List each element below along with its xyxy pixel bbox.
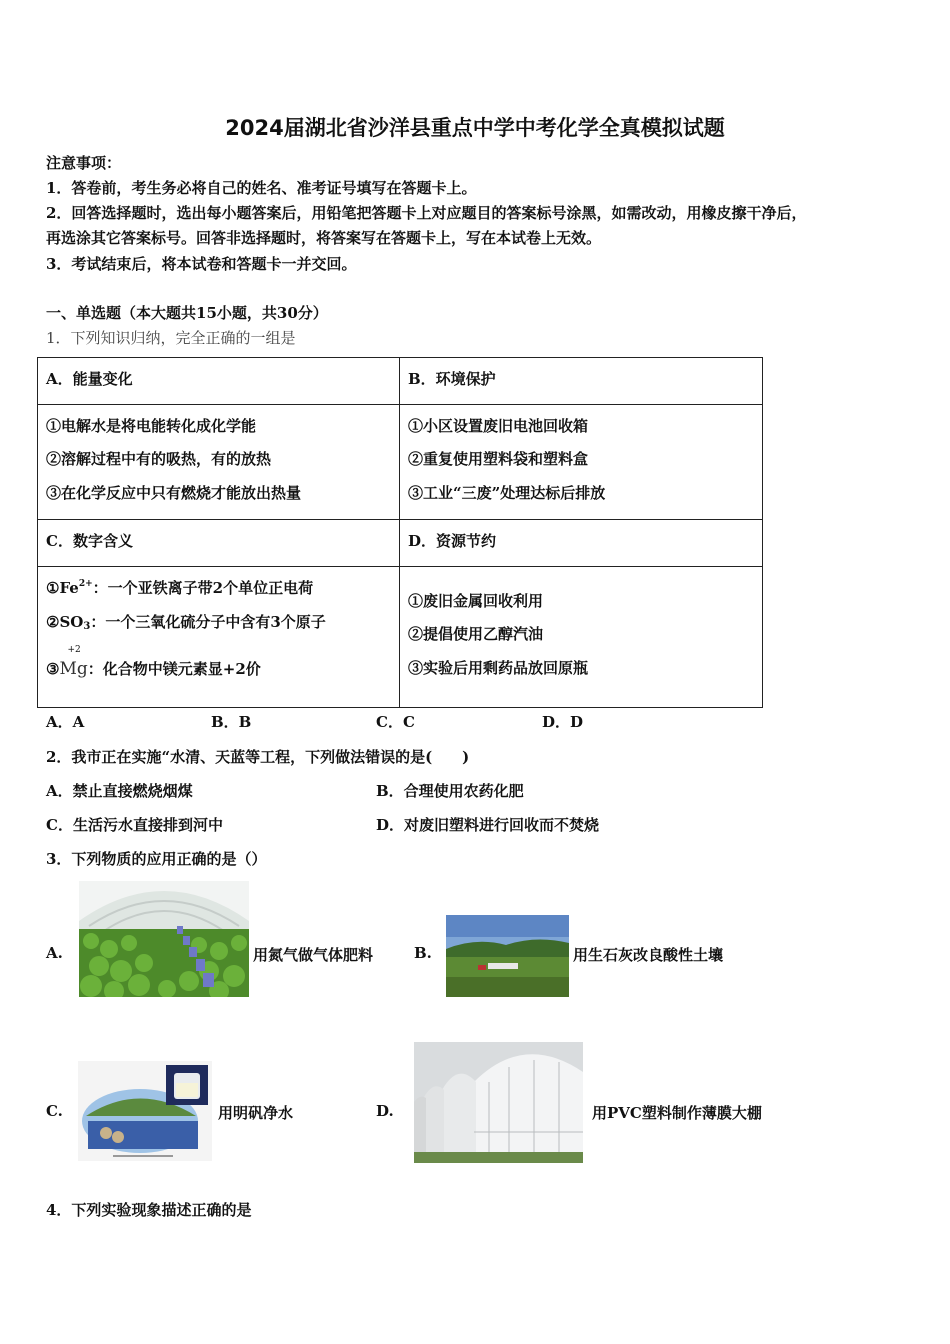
subscript: 3 <box>83 621 91 632</box>
option-b-label: B. <box>414 944 432 962</box>
table-cell-d-item: ②提倡使用乙醇汽油 <box>408 625 544 643</box>
greenhouse-tunnels-image <box>414 1042 583 1163</box>
option-d-label: D. <box>376 1102 394 1120</box>
table-divider <box>37 404 763 405</box>
option-d-text: 用PVC塑料制作薄膜大棚 <box>592 1104 762 1122</box>
question-1-stem: 1．下列知识归纳，完全正确的一组是 <box>46 329 296 347</box>
lake-alum-image <box>78 1061 212 1161</box>
option-b: B．B <box>211 713 252 731</box>
table-cell-d-item: ①废旧金属回收利用 <box>408 592 544 610</box>
table-cell-a-item: ②溶解过程中有的吸热，有的放热 <box>46 450 272 468</box>
valence-label: +2 <box>67 645 81 655</box>
option-c-text: 用明矾净水 <box>218 1104 294 1122</box>
table-cell-a-head: A．能量变化 <box>46 370 133 388</box>
option-a: A．禁止直接燃烧烟煤 <box>46 782 193 800</box>
table-cell-c-item-3 <box>46 645 261 679</box>
table-cell-b-item: ②重复使用塑料袋和塑料盒 <box>408 450 589 468</box>
table-cell-c-text: ：一个亚铁离子带2个单位正电荷 <box>92 579 314 597</box>
table-divider <box>399 357 400 708</box>
table-divider <box>37 519 763 520</box>
section-heading: 一、单选题（本大题共15小题，共30分） <box>46 304 328 322</box>
formula-mg <box>59 645 88 679</box>
charge-superscript: 2+ <box>78 579 93 589</box>
table-cell-d-item: ③实验后用剩药品放回原瓶 <box>408 659 589 677</box>
option-c-label: C. <box>46 1102 63 1120</box>
table-cell-d-head: D．资源节约 <box>408 532 497 550</box>
table-cell-a-item: ①电解水是将电能转化成化学能 <box>46 417 257 435</box>
farmland-image <box>446 915 569 997</box>
formula-so: ②SO <box>46 613 84 631</box>
table-cell-b-item: ①小区设置废旧电池回收箱 <box>408 417 589 435</box>
option-d: D．D <box>542 713 584 731</box>
table-cell-c-text: ：化合物中镁元素显+2价 <box>87 660 261 678</box>
option-d: D．对废旧塑料进行回收而不焚烧 <box>376 816 600 834</box>
option-b-text: 用生石灰改良酸性土壤 <box>573 946 724 964</box>
mg-symbol: Mg <box>59 659 88 679</box>
option-a-text: 用氮气做气体肥料 <box>253 946 374 964</box>
table-cell-c-text: ：一个三氧化硫分子中含有3个原子 <box>90 613 326 631</box>
circle-number: ③ <box>46 660 60 678</box>
option-c: C．生活污水直接排到河中 <box>46 816 223 834</box>
table-divider <box>37 566 763 567</box>
option-a: A．A <box>46 713 85 731</box>
table-cell-c-head: C．数字含义 <box>46 532 133 550</box>
question-4-stem: 4．下列实验现象描述正确的是 <box>46 1201 252 1219</box>
notice-item: 再选涂其它答案标号。回答非选择题时，将答案写在答题卡上，写在本试卷上无效。 <box>46 229 602 247</box>
formula-fe: ①Fe <box>46 579 79 597</box>
notice-item: 1．答卷前，考生务必将自己的姓名、准考证号填写在答题卡上。 <box>46 179 477 197</box>
notice-item: 2．回答选择题时，选出每小题答案后，用铅笔把答题卡上对应题目的答案标号涂黑，如需改动，用橡皮擦干净后， <box>46 204 807 222</box>
page-title: 2024届湖北省沙洋县重点中学中考化学全真模拟试题 <box>225 116 725 140</box>
notice-heading: 注意事项： <box>46 154 122 172</box>
table-cell-a-item: ③在化学反应中只有燃烧才能放出热量 <box>46 484 302 502</box>
table-cell-b-item: ③工业“三废”处理达标后排放 <box>408 484 606 502</box>
question-3-stem: 3．下列物质的应用正确的是（） <box>46 850 267 868</box>
question-2-stem: 2．我市正在实施“水清、天蓝等工程，下列做法错误的是( ) <box>46 748 470 766</box>
knowledge-table <box>37 357 763 708</box>
table-cell-b-head: B．环境保护 <box>408 370 496 388</box>
greenhouse-vegetables-image <box>79 881 249 997</box>
table-cell-c-item-2 <box>46 611 326 632</box>
notice-item: 3．考试结束后，将本试卷和答题卡一并交回。 <box>46 255 357 273</box>
table-cell-c-item-1 <box>46 577 313 598</box>
option-c: C．C <box>376 713 415 731</box>
option-b: B．合理使用农药化肥 <box>376 782 524 800</box>
option-a-label: A. <box>46 944 63 962</box>
